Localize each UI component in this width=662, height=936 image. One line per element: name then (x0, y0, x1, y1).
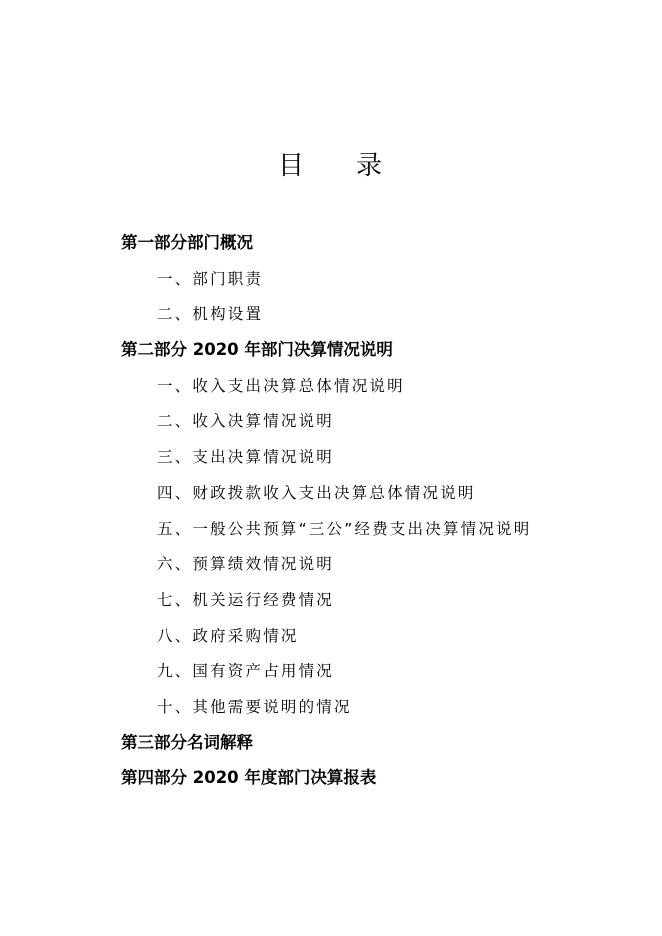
toc-item: 五、一般公共预算“三公”经费支出决算情况说明 (157, 519, 532, 538)
toc-item: 三、支出决算情况说明 (157, 448, 335, 467)
toc-part-3: 第三部分名词解释 (121, 732, 253, 752)
toc-item: 六、预算绩效情况说明 (157, 555, 335, 574)
toc-item: 二、收入决算情况说明 (157, 412, 335, 431)
toc-item: 九、国有资产占用情况 (157, 662, 335, 681)
toc-item: 二、机构设置 (157, 305, 264, 324)
toc-part-1: 第一部分部门概况 (121, 233, 253, 252)
toc-item: 十、其他需要说明的情况 (157, 697, 352, 716)
title-char-left: 目 (277, 151, 306, 181)
toc-part-4: 第四部分 2020 年度部门决算报表 (121, 768, 377, 788)
title-char-right: 录 (356, 151, 385, 181)
toc-item: 一、收入支出决算总体情况说明 (157, 376, 405, 395)
toc-item: 七、机关运行经费情况 (157, 590, 335, 609)
toc-item: 一、部门职责 (157, 269, 264, 288)
table-of-contents (121, 230, 641, 801)
page-title (0, 145, 662, 182)
toc-item: 八、政府采购情况 (157, 626, 299, 645)
toc-part-2: 第二部分 2020 年部门决算情况说明 (121, 340, 393, 360)
toc-item: 四、财政拨款收入支出决算总体情况说明 (157, 483, 476, 502)
